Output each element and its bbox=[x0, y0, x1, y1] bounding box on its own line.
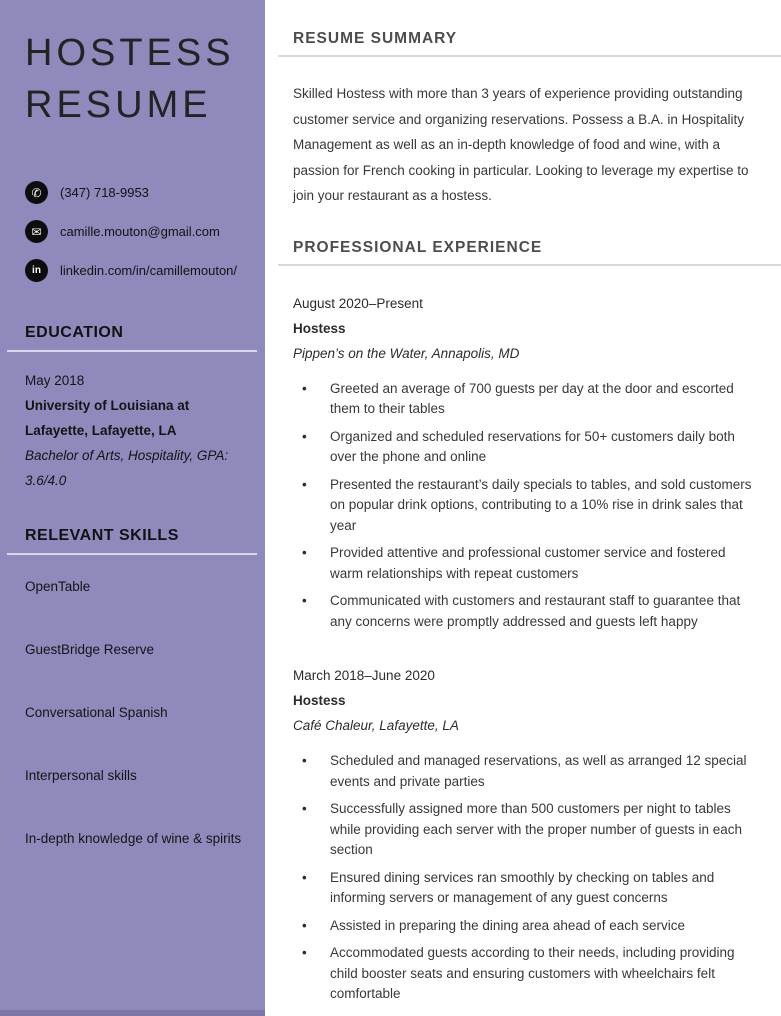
phone-icon: ✆ bbox=[25, 181, 48, 204]
job-bullet: • Ensured dining services ran smoothly by checking on tables and informing servers or management of any guest concerns bbox=[293, 868, 755, 909]
resume-title-line2: RESUME bbox=[25, 84, 212, 126]
skills-list bbox=[25, 573, 247, 853]
linkedin-url: linkedin.com/in/camillemouton/ bbox=[60, 263, 238, 278]
resume-title-line1: HOSTESS bbox=[25, 32, 235, 74]
skill-item: GuestBridge Reserve bbox=[25, 642, 155, 657]
education-degree: Bachelor of Arts, Hospitality, GPA: 3.6/4.0 bbox=[25, 448, 229, 488]
contact-info bbox=[25, 181, 247, 282]
education-rule bbox=[7, 350, 257, 352]
education-details bbox=[25, 368, 247, 493]
skills-rule bbox=[7, 553, 257, 555]
skill-item: In-depth knowledge of wine & spirits bbox=[25, 831, 242, 846]
resume-summary-text: Skilled Hostess with more than 3 years of experience providing outstanding customer service and organizing reservations. Possess a B.A. in Hospitality Management as well as an in-depth knowledge of food and wine, with a passion for French cooking in particular. Looking to leverage my expertise to join your restaurant as a hostess. bbox=[293, 86, 749, 203]
job-bullet-list bbox=[293, 751, 755, 1005]
job-entry bbox=[293, 663, 755, 1005]
job-bullet: • Scheduled and managed reservations, as well as arranged 12 special events and private parties bbox=[293, 751, 755, 792]
skill-item: Conversational Spanish bbox=[25, 705, 168, 720]
skills-section bbox=[25, 527, 247, 853]
skill-item: Interpersonal skills bbox=[25, 768, 137, 783]
professional-experience-heading: PROFESSIONAL EXPERIENCE bbox=[293, 238, 543, 256]
main-content bbox=[265, 0, 781, 1016]
education-school: University of Louisiana at Lafayette, Lafayette, LA bbox=[25, 398, 190, 438]
job-bullet: • Assisted in preparing the dining area ahead of each service bbox=[293, 916, 755, 937]
education-section bbox=[25, 324, 247, 493]
job-bullet: • Greeted an average of 700 guests per day at the door and escorted them to their tables bbox=[293, 379, 755, 420]
job-bullet: • Presented the restaurant’s daily specials to tables, and sold customers on popular drink options, contributing to a 10% rise in drink sales that year bbox=[293, 475, 755, 537]
sidebar bbox=[0, 0, 265, 1016]
job-bullet: • Organized and scheduled reservations for 50+ customers daily both over the phone and online bbox=[293, 427, 755, 468]
contact-row-phone bbox=[25, 181, 247, 204]
linkedin-icon: in bbox=[25, 259, 48, 282]
sidebar-footer-strip bbox=[0, 1010, 265, 1016]
resume-title bbox=[25, 27, 247, 131]
resume-summary-section bbox=[293, 30, 755, 209]
job-bullet: • Provided attentive and professional customer service and fostered warm relationships with repeat customers bbox=[293, 543, 755, 584]
job-company: Pippen’s on the Water, Annapolis, MD bbox=[293, 345, 520, 361]
job-company: Café Chaleur, Lafayette, LA bbox=[293, 718, 459, 733]
education-heading: EDUCATION bbox=[25, 324, 124, 341]
contact-row-email bbox=[25, 220, 247, 243]
phone-number: (347) 718-9953 bbox=[60, 185, 149, 200]
job-bullet: • Accommodated guests according to their needs, including providing child booster seats and ensuring customers with wheelchairs felt comfortable bbox=[293, 943, 755, 1005]
skill-item: OpenTable bbox=[25, 579, 91, 594]
job-title: Hostess bbox=[293, 320, 346, 336]
resume-summary-heading: RESUME SUMMARY bbox=[293, 30, 458, 47]
contact-row-linkedin bbox=[25, 259, 247, 282]
email-address: camille.mouton@gmail.com bbox=[60, 224, 220, 239]
email-icon: ✉ bbox=[25, 220, 48, 243]
job-dates: March 2018–June 2020 bbox=[293, 668, 435, 683]
skills-heading: RELEVANT SKILLS bbox=[25, 527, 179, 544]
professional-experience-section bbox=[293, 239, 755, 1005]
job-dates: August 2020–Present bbox=[293, 295, 423, 311]
job-title: Hostess bbox=[293, 693, 346, 708]
job-entry bbox=[293, 291, 755, 633]
resume-summary-rule bbox=[278, 55, 781, 57]
job-bullet: • Communicated with customers and restaurant staff to guarantee that any concerns were promptly addressed and guests left happy bbox=[293, 591, 755, 632]
education-date: May 2018 bbox=[25, 373, 85, 388]
job-bullet-list bbox=[293, 379, 755, 633]
job-bullet: • Successfully assigned more than 500 customers per night to tables while providing each server with the proper number of guests in each section bbox=[293, 799, 755, 861]
professional-experience-rule bbox=[278, 264, 781, 266]
